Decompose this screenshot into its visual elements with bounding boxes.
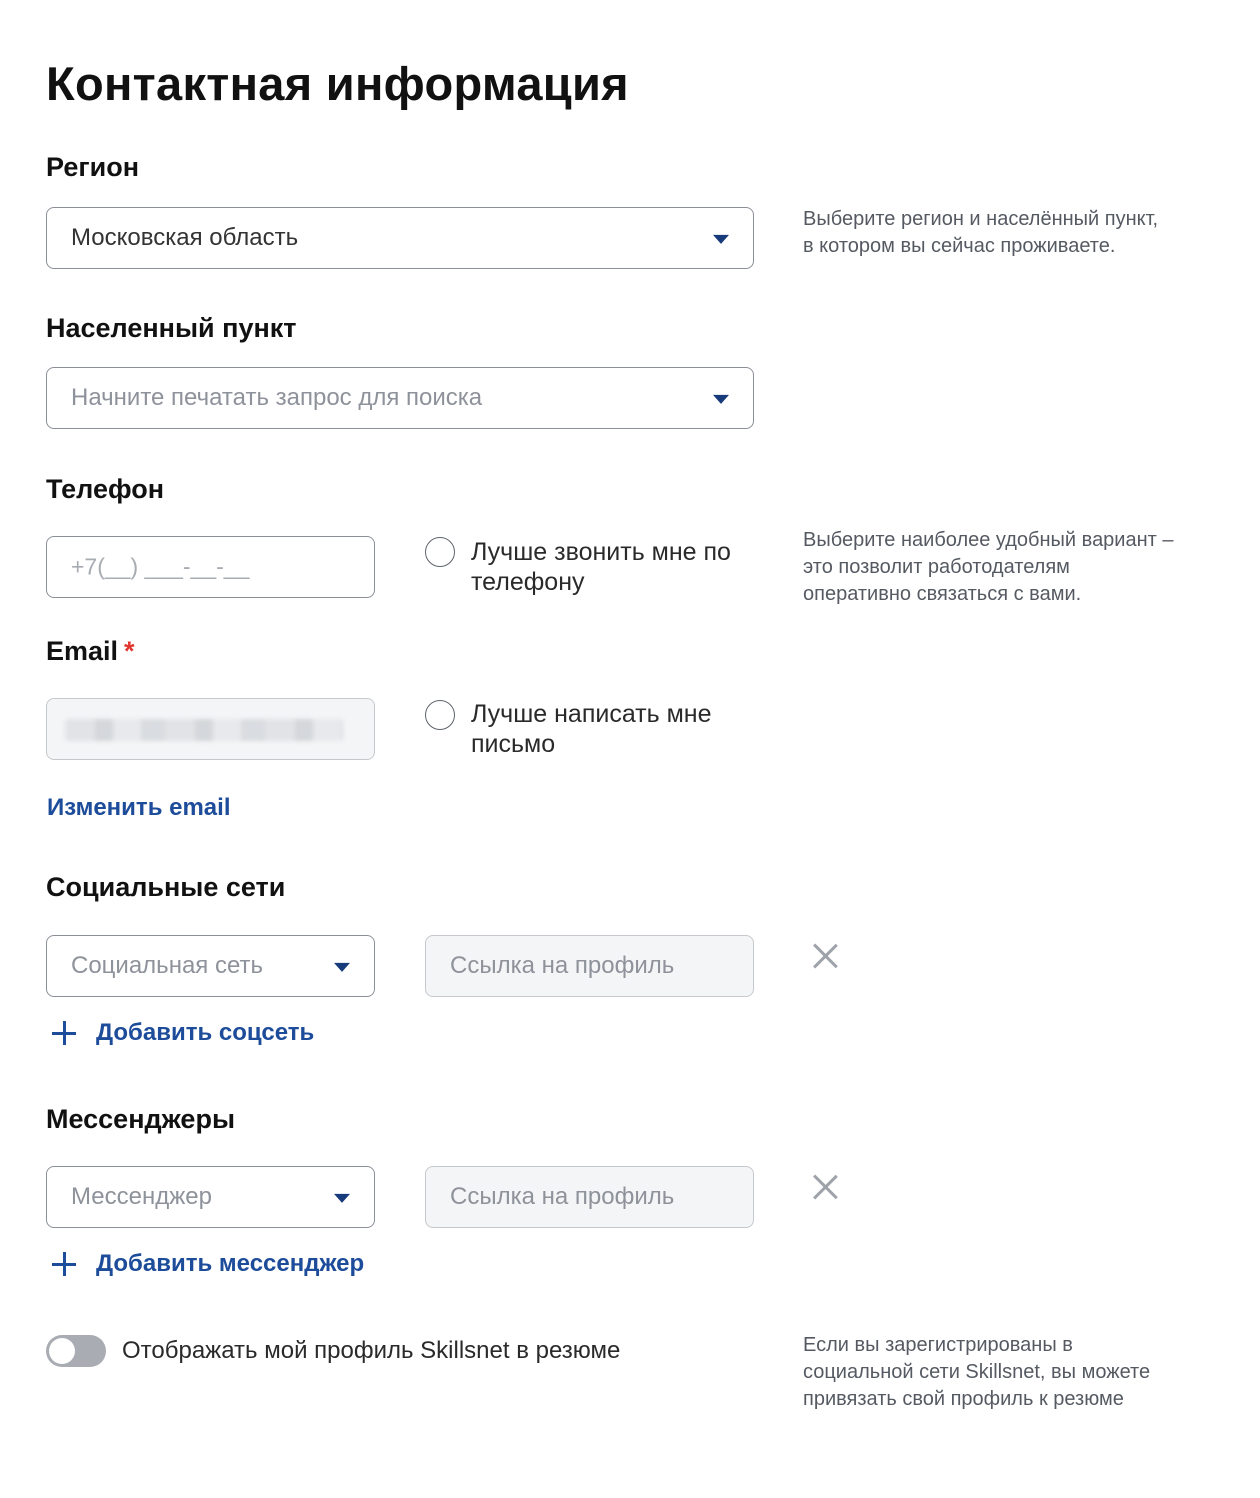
locality-select[interactable]: [46, 367, 754, 429]
messenger-profile-placeholder: Ссылка на профиль: [450, 1183, 675, 1210]
messenger-profile-input[interactable]: [425, 1166, 754, 1228]
phone-mask: +7(__) ___-__-__: [71, 553, 250, 580]
call-preference-radio[interactable]: [425, 537, 455, 567]
toggle-knob: [49, 1338, 75, 1364]
region-select[interactable]: [46, 207, 754, 269]
call-preference-line: телефону: [471, 568, 585, 596]
region-hint: [803, 206, 1158, 260]
page-title: Контактная информация: [46, 57, 629, 110]
phone-hint-line: это позволит работодателям: [803, 556, 1070, 578]
close-icon[interactable]: [811, 942, 839, 970]
social-network-select[interactable]: [46, 935, 375, 997]
email-preference-radio[interactable]: [425, 700, 455, 730]
phone-hint: [803, 527, 1174, 608]
phone-hint-line: оперативно связаться с вами.: [803, 583, 1082, 605]
region-hint-line: Выберите регион и населённый пункт,: [803, 208, 1159, 230]
messengers-label: Мессенджеры: [46, 1104, 235, 1134]
email-preference-label[interactable]: [471, 699, 712, 759]
skillsnet-hint-line: привязать свой профиль к резюме: [803, 1388, 1124, 1410]
locality-placeholder: Начните печатать запрос для поиска: [71, 384, 483, 411]
add-messenger-link[interactable]: Добавить мессенджер: [96, 1250, 365, 1277]
social-label: Социальные сети: [46, 872, 286, 902]
region-label: Регион: [46, 152, 139, 182]
chevron-down-icon: [334, 963, 350, 972]
chevron-down-icon: [334, 1194, 350, 1203]
messenger-select[interactable]: [46, 1166, 375, 1228]
email-label: [46, 636, 135, 667]
email-preference-line: письмо: [471, 730, 556, 758]
social-profile-input[interactable]: [425, 935, 754, 997]
change-email-link[interactable]: Изменить email: [47, 794, 231, 821]
phone-input[interactable]: [46, 536, 375, 598]
skillsnet-hint-line: социальной сети Skillsnet, вы можете: [803, 1361, 1151, 1383]
region-hint-line: в котором вы сейчас проживаете.: [803, 235, 1116, 257]
plus-icon[interactable]: [51, 1020, 77, 1046]
phone-label: Телефон: [46, 474, 165, 504]
skillsnet-hint-line: Если вы зарегистрированы в: [803, 1334, 1073, 1356]
region-select-value: Московская область: [71, 224, 299, 251]
skillsnet-toggle[interactable]: [46, 1335, 106, 1367]
email-preference-line: Лучше написать мне: [471, 700, 712, 728]
skillsnet-hint: [803, 1332, 1150, 1413]
email-value-redacted: [65, 719, 343, 741]
chevron-down-icon: [713, 395, 729, 404]
plus-icon[interactable]: [51, 1251, 77, 1277]
add-social-link[interactable]: Добавить соцсеть: [96, 1019, 315, 1046]
phone-hint-line: Выберите наиболее удобный вариант –: [803, 529, 1174, 551]
email-label-text: Email: [46, 636, 119, 666]
call-preference-line: Лучше звонить мне по: [471, 538, 731, 566]
social-network-placeholder: Социальная сеть: [71, 952, 263, 979]
close-icon[interactable]: [811, 1173, 839, 1201]
email-input: [46, 698, 375, 760]
locality-label: Населенный пункт: [46, 313, 297, 343]
call-preference-label[interactable]: [471, 537, 731, 597]
messenger-placeholder: Мессенджер: [71, 1183, 212, 1210]
social-profile-placeholder: Ссылка на профиль: [450, 952, 675, 979]
required-mark: *: [124, 636, 135, 666]
skillsnet-toggle-label[interactable]: Отображать мой профиль Skillsnet в резюме: [122, 1337, 621, 1364]
chevron-down-icon: [713, 235, 729, 244]
